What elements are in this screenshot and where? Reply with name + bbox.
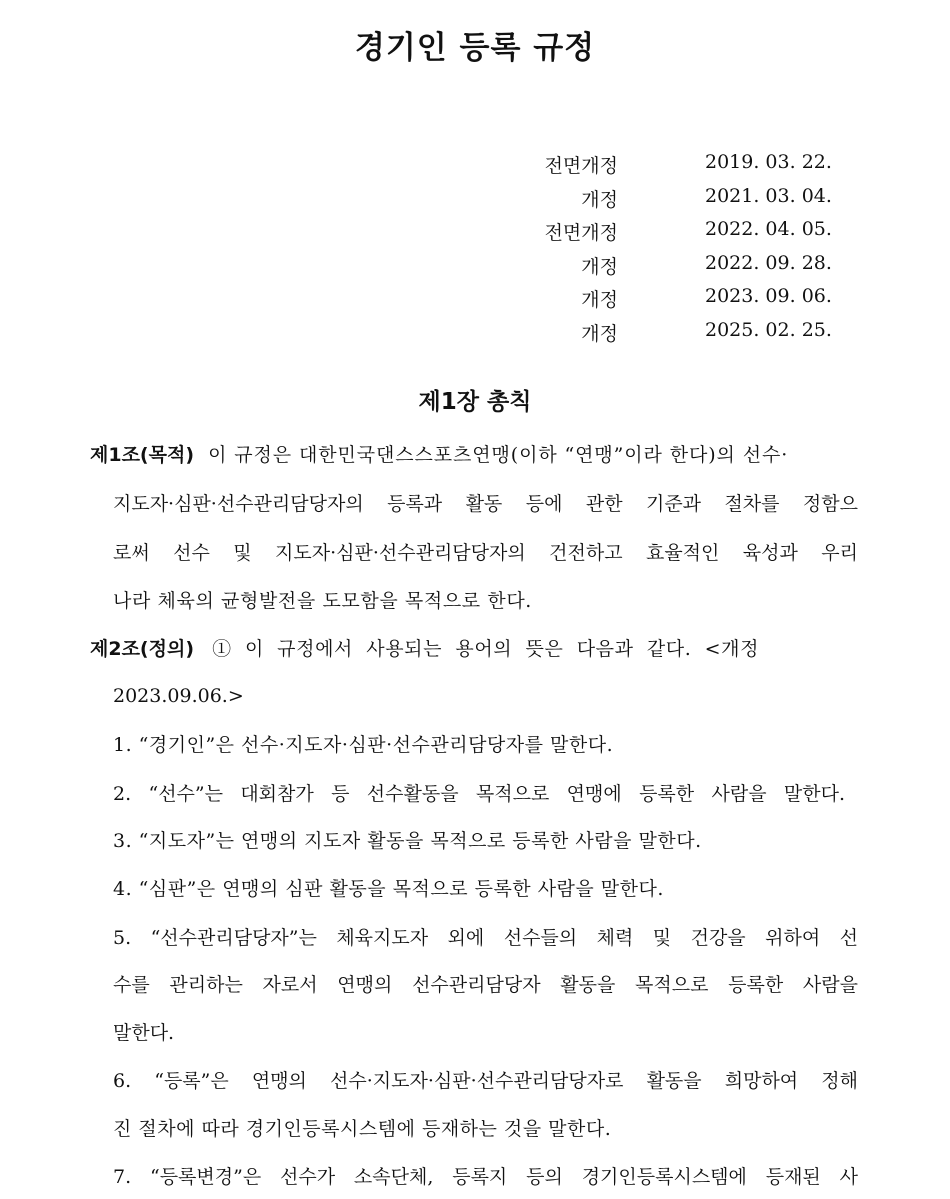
definition-item-5-line-3: 말한다. [113,1022,175,1044]
revision-label: 개정 [581,322,618,345]
revision-row [470,218,870,252]
definition-item-7-line-1: 7. “등록변경”은 선수가 소속단체, 등록지 등의 경기인등록시스템에 등재된 사 [113,1166,858,1188]
revision-date: 2021. 03. 04. [705,184,832,207]
chapter-title: 제1장 총칙 [418,389,532,415]
revision-label: 전면개정 [544,155,618,177]
definition-item-4: 4. “심판”은 연맹의 심판 활동을 목적으로 등록한 사람을 말한다. [113,878,664,900]
article-1-line-2: 지도자·심판·선수관리담당자의 등록과 활동 등에 관한 기준과 절차를 정함으 [113,493,858,515]
revision-date: 2025. 02. 25. [705,318,832,341]
definition-item-6-line-1: 6. “등록”은 연맹의 선수·지도자·심판·선수관리담당자로 활동을 희망하여 정해 [113,1070,858,1092]
definition-item-2: 2. “선수”는 대회참가 등 선수활동을 목적으로 연맹에 등록한 사람을 말한다. [113,783,845,805]
revision-label: 전면개정 [544,222,618,244]
article-1-line-3: 로써 선수 및 지도자·심판·선수관리담당자의 건전하고 효율적인 육성과 우리 [113,542,858,564]
definition-item-5-line-1: 5. “선수관리담당자”는 체육지도자 외에 선수들의 체력 및 건강을 위하여 선 [113,927,858,949]
article-1-first-line [90,443,858,467]
article-1-line-4: 나라 체육의 균형발전을 도모함을 목적으로 한다. [113,590,532,612]
revision-label: 개정 [581,289,618,311]
article-2-heading: 제2조(정의) [90,638,195,660]
definition-item-1: 1. “경기인”은 선수·지도자·심판·선수관리담당자를 말한다. [113,734,614,756]
article-2-line-2: 2023.09.06.> [113,685,244,707]
revision-row [470,285,870,319]
article-1-text: 이 규정은 대한민국댄스스포츠연맹(이하 “연맹”이라 한다)의 선수· [208,444,789,466]
article-2-first-line [90,637,858,661]
revision-date: 2019. 03. 22. [705,151,832,173]
revision-date: 2022. 04. 05. [705,218,832,240]
revision-label: 개정 [581,188,618,211]
definition-item-6-line-2: 진 절차에 따라 경기인등록시스템에 등재하는 것을 말한다. [113,1118,612,1140]
revision-label: 개정 [581,255,618,278]
revision-date: 2023. 09. 06. [705,285,832,307]
definition-item-5-line-2: 수를 관리하는 자로서 연맹의 선수관리담당자 활동을 목적으로 등록한 사람을 [113,974,858,996]
revision-row [470,319,870,353]
article-1-heading: 제1조(목적) [90,444,195,466]
revision-row [470,185,870,219]
revision-row [470,252,870,286]
revision-date: 2022. 09. 28. [705,251,832,274]
article-2-text: ① 이 규정에서 사용되는 용어의 뜻은 다음과 같다. <개정 [212,638,760,660]
revision-history [470,151,870,352]
revision-row [470,151,870,185]
definition-item-3: 3. “지도자”는 연맹의 지도자 활동을 목적으로 등록한 사람을 말한다. [113,830,702,852]
document-title: 경기인 등록 규정 [354,30,596,66]
